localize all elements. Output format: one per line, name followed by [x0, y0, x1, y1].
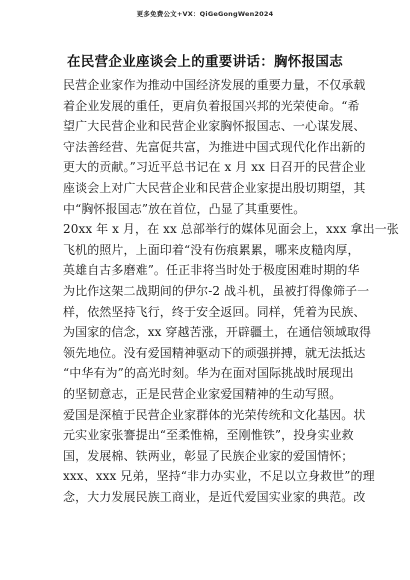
document-body	[63, 75, 399, 507]
body-line: 守法善经营、先富促共富，为推进中国式现代化作出新的	[63, 139, 366, 154]
body-line: 样，依然坚持飞行，终于安全返回。同样，凭着为民族、	[63, 304, 366, 319]
body-line: 为国家的信念，xx 穿越苦涨，开辟疆土，在通信领域取得	[63, 325, 372, 340]
body-line: xxx、xxx 兄弟，坚持“非力办实业，不足以立身救世”的理	[63, 469, 375, 484]
body-line: 领先地位。没有爱国精神驱动下的顽强拼搏，就无法抵达	[63, 345, 366, 360]
body-line: 望广大民营企业和民营企业家胸怀报国志、一心谋发展、	[63, 119, 366, 134]
body-line: 爱国是深植于民营企业家群体的光荣传统和文化基因。状	[63, 407, 366, 422]
body-line: 20xx 年 x 月，在 xx 总部举行的媒体见面会上，xxx 拿出一张	[63, 222, 399, 237]
body-line: 更大的贡献。”习近平总书记在 x 月 xx 日召开的民营企业	[63, 160, 366, 175]
body-line: 中“胸怀报国志”放在首位，凸显了其重要性。	[63, 201, 306, 216]
body-line: 英雄自古多磨难”。任正非将当时处于极度困难时期的华	[63, 263, 360, 278]
body-line: 为比作这架二战期间的伊尔-2 战斗机，虽被打得像筛子一	[63, 283, 370, 298]
body-line: 民营企业家作为推动中国经济发展的重要力量，不仅承载	[63, 78, 366, 92]
page-title: 在民营企业座谈会上的重要讲话：胸怀报国志	[67, 54, 343, 70]
body-line: 着企业发展的重任，更肩负着报国兴邦的光荣使命。“希	[63, 98, 360, 113]
body-line: 座谈会上对广大民营企业和民营企业家提出殷切期望，其	[63, 180, 366, 195]
body-line: “中华有为”的高光时刻。华为在面对国际挑战时展现出	[63, 366, 354, 381]
body-line: 飞机的照片，上面印着“没有伤痕累累，哪来皮糙肉厚，	[63, 242, 360, 257]
body-line: 国，发展棉、铁两业，彰显了民族企业家的爱国情怀；	[63, 448, 354, 463]
body-line: 的坚韧意志，正是民营企业家爱国精神的生动写照。	[63, 386, 342, 401]
body-line: 元实业家张謇提出“至柔惟棉，至刚惟铁”，投身实业救	[63, 428, 354, 443]
body-line: 念，大力发展民族工商业，是近代爱国实业家的典范。改	[63, 489, 366, 504]
header-note: 更多免费公文+VX：QiGeGongWen2024	[136, 10, 274, 18]
